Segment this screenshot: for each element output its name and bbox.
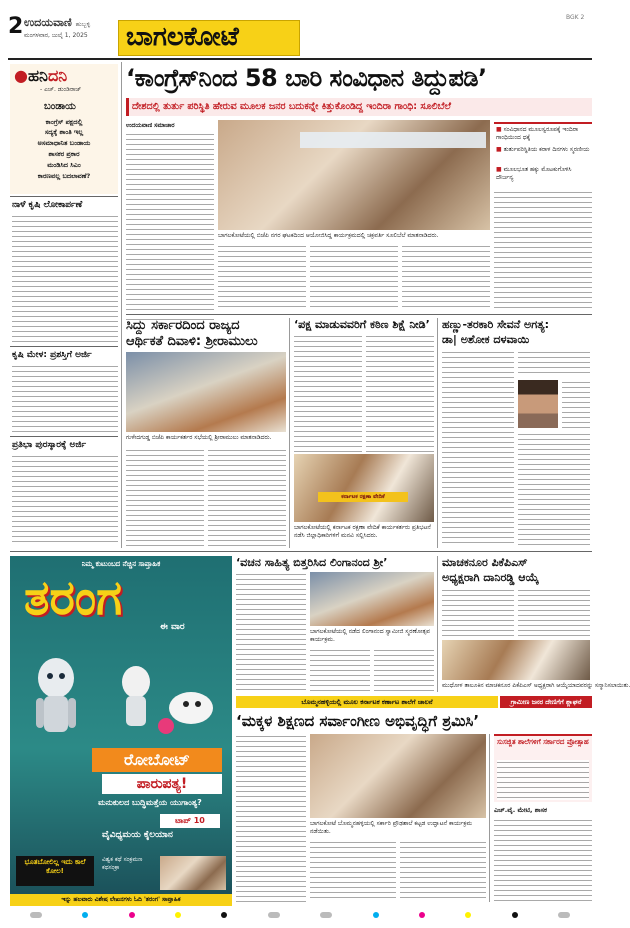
rule [10, 436, 118, 437]
story-4-headline: ‘ವಚನ ಸಾಹಿತ್ಯ ಬಿತ್ತರಿಸಿದ ಲಿಂಗಾನಂದ ಶ್ರೀ’ [236, 556, 388, 569]
story-3-headline-b: ಡಾ| ಅಶೋಕ ದಳವಾಯಿ [442, 333, 530, 346]
col-rule [489, 734, 490, 902]
story-1-body-a [126, 448, 204, 548]
story-2-body-a [294, 334, 362, 452]
poem-line: ಅಸಮಾಧಾನಿತ ಬಂಡಾಯ [37, 139, 91, 147]
story-3-portrait [518, 380, 558, 428]
story-1-caption: ಗುಳೇದಗುಡ್ಡ ಬಿಜೆಪಿ ಕಾರ್ಯಕರ್ತರ ಸಭೆಯಲ್ಲಿ ಶ್ರೀರಾಮುಲು ಮಾತನಾಡಿದರು. [126, 434, 272, 441]
story-6-headline: ‘ಮಕ್ಕಳ ಶಿಕ್ಷಣದ ಸರ್ವಾಂಗೀಣ ಅಭಿವೃದ್ಧಿಗೆ ಶ್ರಮಿಸಿ’ [236, 712, 480, 730]
left-story-2-headline: ಕೃಷಿ ಮೇಳ: ಪ್ರಶಸ್ತಿಗೆ ಅರ್ಜಿ [12, 350, 92, 360]
story-3-headline-a: ಹಣ್ಣು-ತರಕಾರಿ ಸೇವನೆ ಅಗತ್ಯ: [442, 318, 549, 331]
story-4-body-b [310, 648, 370, 692]
brand-a: ಹನಿ [27, 66, 48, 85]
robot-icon [16, 638, 226, 748]
poem-line: ಕಾಂಗ್ರೆಸ್ ಪಕ್ಷದಲ್ಲಿ [45, 118, 83, 126]
story-5-body-a [442, 588, 514, 636]
ad-title-a: ರೋಬೋಟ್ [92, 748, 222, 772]
ad-feature: ವೈವಿಧ್ಯಮಯ ಕೈಲಯಾನ [102, 830, 173, 840]
ad-question: ಮನುಕುಲದ ಬುದ್ಧಿಮತ್ತೆಯ ಯುಗಾಂತ್ಯ? [98, 798, 202, 807]
ad-top-label: ಟಾಪ್ 10 [160, 814, 220, 828]
left-story-1-headline: ನಾಳೆ ಕೃಷಿ ಲೋಕಾರ್ಪಣೆ [12, 200, 83, 210]
bullet-icon: ■ [496, 126, 504, 133]
lead-body-col-2 [218, 244, 306, 310]
story-5-headline-a: ಮಾಚಕನೂರ ಪಿಕೆಪಿಎಸ್ [442, 556, 528, 569]
story-2-headline: ‘ಪಕ್ಷ ಮಾಡುವವರಿಗೆ ಕಠಿಣ ಶಿಕ್ಷೆ ನೀಡಿ’ [294, 318, 430, 331]
story-1-headline-a: ಸಿದ್ದು ಸರ್ಕಾರದಿಂದ ರಾಜ್ಯದ [126, 318, 240, 333]
story-6-photo [310, 734, 486, 818]
bullet-icon: ■ [496, 146, 504, 153]
taranga-ad[interactable] [10, 556, 232, 906]
poem-line: ಮಂಡಿಸಿದ ಸಿಎಂ [47, 161, 81, 169]
ad-horror: ಭೂತಬೋಲಿಲ್ಲ ಇದು ಕಾಲೆ ಕೋಲ! [16, 856, 94, 886]
story-5-photo [442, 640, 590, 680]
story-2-body-b [366, 334, 434, 452]
ribbon-b: ಗ್ರಾಮೀಣ ಜನರ ದೇಣಿಗೆಗೆ ಶ್ಲಾಘನೆ [500, 696, 592, 708]
poem-title: ಬಂಡಾಯ [44, 101, 76, 112]
paper-name-text: ಉದಯವಾಣಿ [24, 16, 72, 29]
col-rule [437, 556, 438, 692]
story-4-body-c [374, 648, 434, 692]
bullet-text: ಸಂವಿಧಾನದ ಮೂಲಸ್ವರೂಪಕ್ಕೆ ಇಂದಿರಾ ಗಾಂಧಿಯಿಂದ ಧಕ್ಕೆ [496, 126, 579, 141]
ad-footer: ಇನ್ನು ಹಲವಾರು ವಿಶೇಷ ಲೇಖನಗಳು ಓದಿ 'ತರಂಗ' ಸಾಪ್ತಾಹಿಕ [10, 894, 232, 906]
story-2-banner: ಕರ್ನಾಟಕ ರಕ್ಷಣಾ ವೇದಿಕೆ [318, 492, 408, 502]
poem-line: ಕಾರಣವಲ್ಲ ಬದಲಾವಣೆ? [37, 172, 91, 180]
story-6-side-body [497, 760, 589, 800]
lead-body-col-4 [402, 244, 490, 310]
rule [10, 196, 118, 197]
story-5-headline-b: ಅಧ್ಯಕ್ಷರಾಗಿ ದಾನಿರಡ್ಡಿ ಆಯ್ಕೆ [442, 571, 539, 584]
district-title: ಬಾಗಲಕೋಟೆ [126, 22, 239, 52]
masthead-rule [8, 58, 592, 60]
left-story-3-headline: ಪ್ರತಿಭಾ ಪುರಸ್ಕಾರಕ್ಕೆ ಅರ್ಜಿ [12, 440, 87, 450]
poem-line: ಸದ್ಯಕ್ಕೆ ಶಾಂತಿ ಇಲ್ಲ [44, 128, 84, 136]
corner-tag: BGK 2 [566, 14, 585, 21]
story-6-body-d [494, 818, 592, 902]
poem-line: ಶಾಸಕರ ಪ್ರಕಾರ [48, 150, 80, 158]
story-3-body-a [442, 350, 514, 546]
lead-photo-caption: ಬಾಗಲಕೋಟೆಯಲ್ಲಿ ಬಿಜೆಪಿ ನಗರ ಘಟಕದಿಂದ ಆಯೋಜಿಸಿದ್ದ ಕಾರ್ಯಕ್ರಮದಲ್ಲಿ ಚಕ್ರವರ್ತಿ ಸೂಲಿಬೆಲೆ ಮಾತನಾಡಿದರು. [218, 232, 439, 239]
ad-brand-sub: ಈ ವಾರ [160, 622, 185, 632]
ribbon-a: ಬೊಮ್ಮನಹಳ್ಳಿಯಲ್ಲಿ ಮೂಲ ಕರ್ನಾಟಕ ಕರ್ಣಾಟ ಶಾಲೆಗೆ ಚಾಲನೆ [236, 696, 498, 708]
story-4-body-a [236, 572, 306, 692]
story-3-body-b [518, 350, 590, 376]
bullet-icon: ■ [496, 166, 504, 173]
story-3-body-c [562, 380, 590, 428]
ad-tagline: ನಿಮ್ಮ ಕುಟುಂಬದ ನೆಚ್ಚಿನ ಸಾಪ್ತಾಹಿಕ [81, 560, 161, 568]
lead-subhead: ದೇಶದಲ್ಲಿ ತುರ್ತು ಪರಿಸ್ಥಿತಿ ಹೇರುವ ಮೂಲಕ ಜನರ ಬದುಕನ್ನೇ ಕಿತ್ತುಕೊಂಡಿದ್ದ ಇಂದಿರಾ ಗಾಂಧಿ: ಸೂಲಿಬೆಲೆ [132, 101, 451, 112]
honey-author: - ಎಚ್. ಡುಂಡಿರಾಜ್ [40, 86, 82, 93]
story-3-body-d [518, 432, 590, 546]
story-6-body-a [236, 734, 306, 902]
drop-icon: ● [14, 66, 28, 85]
ad-story-label: ವಿಶ್ವಕ ಕಥೆ ಸಂಕ್ರಮಣ ಕಥಸಂಕ್ರಾ [102, 856, 143, 871]
brand-b: ದನಿ [47, 66, 68, 85]
story-2-photo [294, 454, 434, 522]
bullet-text: ಮೂಲಭೂತ ಹಕ್ಕು ಮೊಟಕುಗೊಳಿಸಿ ದೌರ್ಜನ್ಯ [496, 166, 572, 181]
story-6-name: ಎಚ್.ವೈ. ಮೇಟಿ, ಶಾಸಕ [494, 806, 547, 814]
story-1-photo [126, 352, 286, 432]
lead-body-col-1 [126, 132, 214, 324]
story-6-side: ಸುಸಜ್ಜಿತ ಶಾಲೆಗಳಿಗೆ ಸರ್ಕಾರದ ಪ್ರೋತ್ಸಾಹ [497, 738, 589, 746]
col-rule [121, 62, 122, 548]
story-5-body-b [518, 588, 590, 636]
left-story-1-body [12, 214, 118, 344]
honey-dew-brand [14, 66, 67, 86]
ad-brand: ತರಂಗ [24, 570, 123, 626]
lead-body-col-3 [310, 244, 398, 310]
rule [10, 346, 118, 347]
col-rule [289, 318, 290, 548]
left-story-2-body [12, 364, 118, 434]
rule [126, 314, 592, 315]
story-5-caption: ಮುಧೋಳ ತಾಲೂಕಿನ ಮಾಚಕನೂರ ಪಿಕೆಪಿಎಸ್ ಅಧ್ಯಕ್ಷರಾಗಿ ಆಯ್ಕೆಯಾದವರನ್ನು ಸನ್ಮಾನಿಸಲಾಯಿತು. [442, 682, 630, 689]
issue-date: ಮಂಗಳವಾರ, ಜುಲೈ 1, 2025 [24, 32, 88, 39]
registration-strip [30, 910, 570, 920]
ad-title-b: ಪಾರುಪತ್ಯ! [102, 774, 222, 794]
paper-name [24, 16, 90, 30]
lead-body-col-5 [494, 190, 592, 310]
story-6-caption: ಬಾಗಲಕೋಟೆ ಬೊಮ್ಮನಹಳ್ಳಿಯಲ್ಲಿ ಸರ್ಕಾರಿ ಪ್ರೌಢಶಾಲೆ ಕಟ್ಟಡ ಉದ್ಘಾಟನೆ ಕಾರ್ಯಕ್ರಮ ನಡೆಯಿತು. [310, 820, 473, 835]
lead-bullet [496, 166, 590, 181]
story-6-body-b [310, 840, 396, 902]
bullet-text: ತುರ್ತುಪರಿಸ್ಥಿತಿಯ ಕರಾಳ ದಿನಗಳು ಸ್ಮರಣೀಯ [503, 146, 590, 153]
lead-bullet [496, 146, 590, 154]
ad-photo [160, 856, 226, 890]
paper-sub: ಹುಬ್ಬಳ್ಳಿ [75, 21, 91, 28]
left-story-3-body [12, 454, 118, 546]
story-4-photo [310, 572, 434, 626]
rule [10, 551, 592, 552]
lead-byline: ಉದಯವಾಣಿ ಸಮಾಚಾರ [126, 122, 175, 129]
lead-headline: ‘ಕಾಂಗ್ರೆಸ್‌ನಿಂದ 58 ಬಾರಿ ಸಂವಿಧಾನ ತಿದ್ದುಪಡಿ’ [126, 64, 487, 92]
lead-photo-banner [300, 132, 486, 148]
story-6-body-c [400, 840, 486, 902]
lead-bullet [496, 126, 590, 141]
story-1-headline-b: ಆರ್ಥಿಕತೆ ದಿವಾಳಿ: ಶ್ರೀರಾಮುಲು [126, 334, 258, 349]
story-4-caption: ಬಾಗಲಕೋಟೆಯಲ್ಲಿ ನಡೆದ ಲಿಂಗಾನಂದ ಸ್ವಾಮೀಜಿ ಸ್ಮರಣೋತ್ಸವ ಕಾರ್ಯಕ್ರಮ. [310, 628, 430, 643]
page-number: 2 [8, 14, 24, 39]
col-rule [437, 318, 438, 548]
story-1-body-b [208, 448, 286, 548]
story-2-caption: ಬಾಗಲಕೋಟೆಯಲ್ಲಿ ಕರ್ನಾಟಕ ರಕ್ಷಣಾ ವೇದಿಕೆ ಕಾರ್ಯಕರ್ತರು ಪ್ರತಿಭಟನೆ ನಡೆಸಿ ಜಿಲ್ಲಾಧಿಕಾರಿಗಳಿಗೆ ಮನವಿ ಸಲ್ಲಿಸಿದರು. [294, 524, 431, 539]
